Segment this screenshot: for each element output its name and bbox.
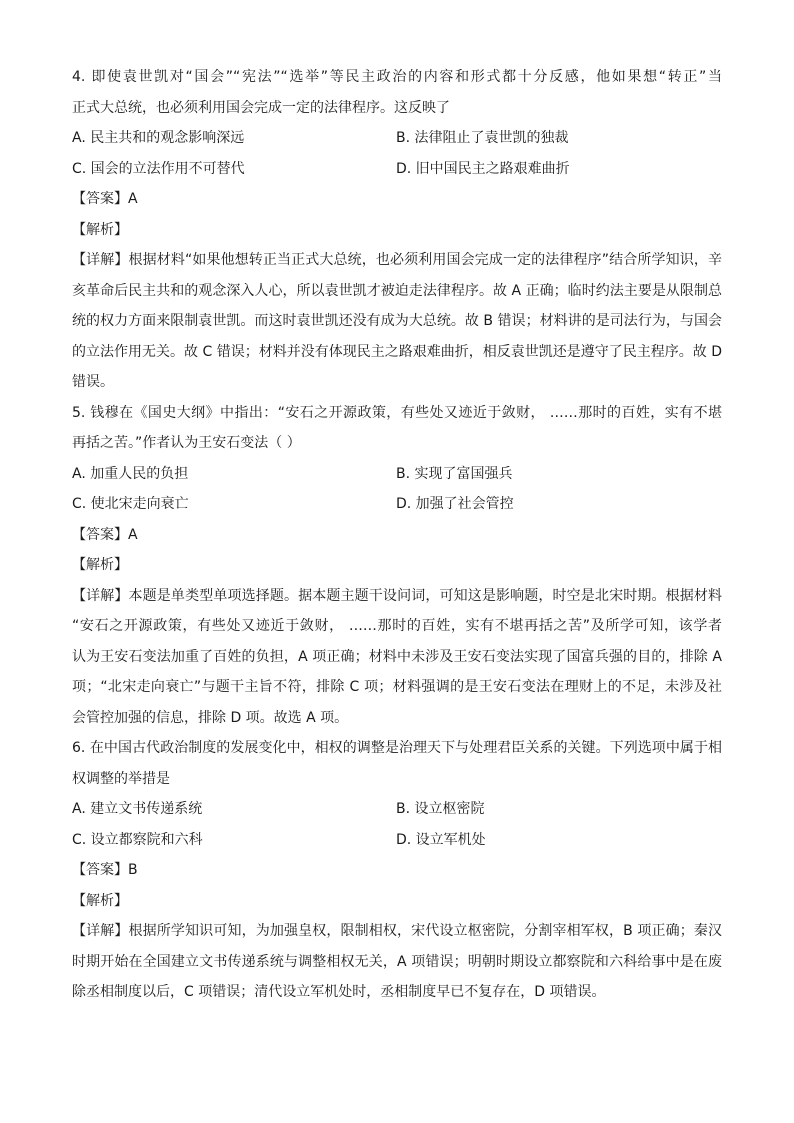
option-b: B. 实现了富国强兵 [396, 465, 513, 482]
detail-line: 项；“北宋走向衰亡”与题干主旨不符，排除 C 项；材料强调的是王安石变法在理财上的不足，未涉及社 [72, 679, 722, 695]
detail-line: 认为王安石变法加重了百姓的负担，A 项正确；材料中未涉及王安石变法实现了国富兵强的目的，排除 A [72, 648, 722, 665]
detail-line: 的立法作用无关。故 C 错误；材料并没有体现民主之路艰难曲折，相反袁世凯还是遵守了民主程序。故 D [72, 343, 722, 360]
option-d: D. 旧中国民主之路艰难曲折 [396, 160, 570, 177]
question-stem-line: 5. 钱穆在《国史大纲》中指出：“安石之开源政策，有些处又迹近于敛财， ……那时的百姓，实有不堪 [72, 404, 722, 421]
option-b: B. 法律阻止了袁世凯的独裁 [396, 130, 569, 146]
option-list [72, 123, 722, 184]
detail-line: 【详解】根据材料“如果他想转正当正式大总统，也必须利用国会完成一定的法律程序”结合所学知识，辛 [72, 252, 722, 268]
question-stem-line: 6. 在中国古代政治制度的发展变化中，相权的调整是治理天下与处理君臣关系的关键。下列选项中属于相 [72, 740, 722, 756]
question-6 [72, 733, 722, 1008]
analysis-label: 【解析】 [72, 892, 128, 909]
option-list [72, 459, 722, 520]
option-d: D. 设立军机处 [396, 831, 486, 848]
question-stem-line: 权调整的举措是 [72, 770, 170, 787]
detail-line: 【详解】本题是单类型单项选择题。据本题主题干设问词，可知这是影响题，时空是北宋时期。根据材料 [72, 587, 722, 604]
detail-line: 时期开始在全国建立文书传递系统与调整相权无关，A 项错误；明朝时期设立都察院和六科给事中是在废 [72, 953, 722, 970]
detail-line: 【详解】根据所学知识可知，为加强皇权，限制相权，宋代设立枢密院，分割宰相军权，B 项正确；秦汉 [72, 923, 722, 939]
answer-label: 【答案】A [72, 526, 138, 543]
detail-line: 错误。 [72, 374, 114, 390]
detail-line: 会管控加强的信息，排除 D 项。故选 A 项。 [72, 709, 349, 726]
question-4 [72, 62, 722, 398]
detail-line: “安石之开源政策，有些处又迹近于敛财， ……那时的百姓，实有不堪再括之苦”及所学可知，该学者 [72, 618, 722, 634]
option-a: A. 民主共和的观念影响深远 [72, 130, 245, 146]
option-c: C. 设立都察院和六科 [72, 831, 203, 848]
detail-paragraph [72, 916, 722, 1008]
answer-label: 【答案】B [72, 862, 138, 878]
option-b: B. 设立枢密院 [396, 801, 485, 817]
detail-line: 亥革命后民主共和的观念深入人心，所以袁世凯才被迫走法律程序。故 A 正确；临时约法主要是从限制总 [72, 282, 722, 299]
option-list [72, 794, 722, 855]
detail-paragraph [72, 581, 722, 734]
analysis-label: 【解析】 [72, 557, 128, 573]
detail-line: 除丞相制度以后，C 项错误；清代设立军机处时，丞相制度早已不复存在，D 项错误。 [72, 984, 606, 1000]
document-content [72, 62, 722, 1008]
question-5 [72, 398, 722, 734]
option-c: C. 使北宋走向衰亡 [72, 496, 189, 512]
option-a: A. 加重人民的负担 [72, 465, 189, 482]
question-stem-line: 正式大总统，也必须利用国会完成一定的法律程序。这反映了 [72, 99, 450, 116]
answer-label: 【答案】A [72, 191, 138, 207]
analysis-label: 【解析】 [72, 221, 128, 238]
option-d: D. 加强了社会管控 [396, 496, 514, 512]
question-stem-line: 4. 即使袁世凯对“国会”“宪法”“选举”等民主政治的内容和形式都十分反感，他如果想“转正”当 [72, 69, 722, 85]
option-a: A. 建立文书传递系统 [72, 801, 203, 817]
option-c: C. 国会的立法作用不可替代 [72, 160, 245, 177]
detail-line: 统的权力方面来限制袁世凯。而这时袁世凯还没有成为大总统。故 B 错误；材料讲的是司法行为，与国会 [72, 313, 722, 329]
question-stem-line: 再括之苦。”作者认为王安石变法（ ） [72, 435, 301, 451]
detail-paragraph [72, 245, 722, 398]
